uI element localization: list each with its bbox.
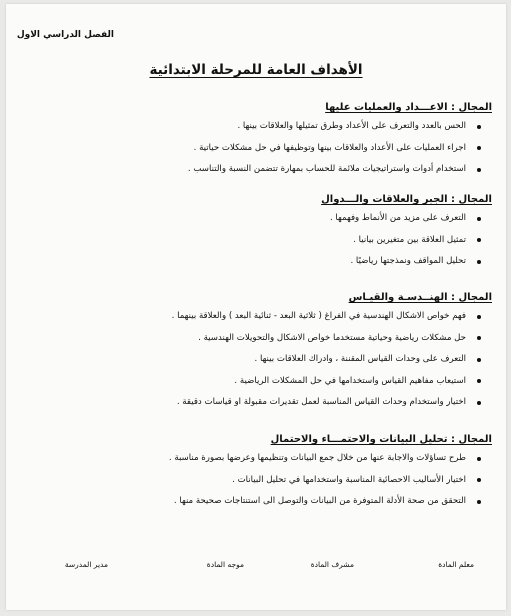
section-items — [22, 208, 492, 273]
bullet-icon — [477, 478, 481, 482]
bullet-icon — [477, 238, 481, 242]
item-text: تحليل المواقف ونمذجتها رياضيًا . — [350, 256, 466, 266]
section-numbers — [22, 100, 492, 181]
item-text: استيعاب مفاهيم القياس واستخدامها في حل المشكلات الرياضية . — [234, 375, 466, 386]
signature-teacher: معلم المادة — [438, 560, 474, 569]
section-heading: المجال : تحليل البيانات والاحتمـــاء والاحتمال — [270, 434, 492, 445]
item-text: طرح تساؤلات والاجابة عنها من خلال جمع البيانات وتنظيمها وعرضها بصورة مناسبة . — [168, 453, 466, 463]
item-text: التعرف على وحدات القياس المقننة ، وادراك العلاقات بينها . — [254, 354, 466, 364]
page-title-text: الأهداف العامة للمرحلة الابتدائية — [149, 62, 363, 78]
item-text: اختيار الأساليب الاحصائية المناسبة واستخدامها في تحليل البيانات . — [232, 474, 466, 485]
section-items — [22, 116, 492, 181]
list-item — [22, 392, 492, 414]
list-item — [22, 448, 492, 470]
signature-mentor: موجه المادة — [206, 560, 244, 569]
item-text: التحقق من صحة الأدلة المتوفرة من البيانات والتوصل الى استنتاجات صحيحة منها . — [173, 496, 466, 506]
section-statistics — [22, 432, 492, 513]
bullet-icon — [477, 358, 481, 362]
list-item — [22, 306, 492, 328]
section-geometry — [22, 290, 492, 414]
bullet-icon — [477, 315, 481, 319]
bullet-icon — [477, 168, 481, 172]
list-item — [22, 328, 492, 350]
section-items — [22, 306, 492, 414]
item-text: استخدام أدوات واستراتيجيات ملائمة للحساب بمهارة تتضمن النسبة والتناسب . — [187, 164, 466, 174]
list-item — [22, 208, 492, 230]
bullet-icon — [477, 379, 481, 383]
list-item — [22, 138, 492, 160]
bullet-icon — [477, 457, 481, 461]
section-heading: المجال : الهنــدسـة والقيـاس — [348, 292, 492, 303]
section-items — [22, 448, 492, 513]
bullet-icon — [477, 500, 481, 504]
item-text: التعرف على مزيد من الأنماط وفهمها . — [329, 213, 466, 223]
list-item — [22, 230, 492, 252]
page-title — [6, 62, 506, 78]
item-text: الحس بالعدد والتعرف على الأعداد وطرق تمثيلها والعلاقات بينها . — [237, 121, 466, 131]
bullet-icon — [477, 217, 481, 221]
semester-label: الفصل الدراسي الاول — [16, 30, 114, 40]
item-text: تمثيل العلاقة بين متغيرين بيانيا . — [353, 234, 466, 245]
list-item — [22, 491, 492, 513]
bullet-icon — [477, 146, 481, 150]
section-heading: المجال : الجبر والعلاقات والـــدوال — [321, 194, 492, 205]
list-item — [22, 349, 492, 371]
bullet-icon — [477, 401, 481, 405]
signature-supervisor: مشرف المادة — [310, 560, 354, 569]
item-text: اختيار واستخدام وحدات القياس المناسبة لعمل تقديرات مقبولة او قياسات دقيقة . — [176, 397, 466, 407]
list-item — [22, 251, 492, 273]
list-item — [22, 159, 492, 181]
bullet-icon — [477, 125, 481, 129]
item-text: فهم خواص الاشكال الهندسية في الفراغ ( ثلاثية البعد - ثنائية البعد ) والعلاقة بينهما . — [171, 311, 466, 321]
signature-row — [6, 560, 506, 576]
item-text: اجراء العمليات على الأعداد والعلاقات بينها وتوظيفها في حل مشكلات حياتية . — [193, 142, 466, 153]
list-item — [22, 116, 492, 138]
list-item — [22, 470, 492, 492]
bullet-icon — [477, 260, 481, 264]
section-algebra — [22, 192, 492, 273]
list-item — [22, 371, 492, 393]
bullet-icon — [477, 336, 481, 340]
document-page — [6, 4, 506, 610]
signature-principal: مدير المدرسة — [64, 560, 108, 569]
section-heading: المجال : الاعـــداد والعمليات عليها — [325, 102, 492, 113]
item-text: حل مشكلات رياضية وحياتية مستخدما خواص الاشكال والتحويلات الهندسية . — [198, 332, 466, 343]
